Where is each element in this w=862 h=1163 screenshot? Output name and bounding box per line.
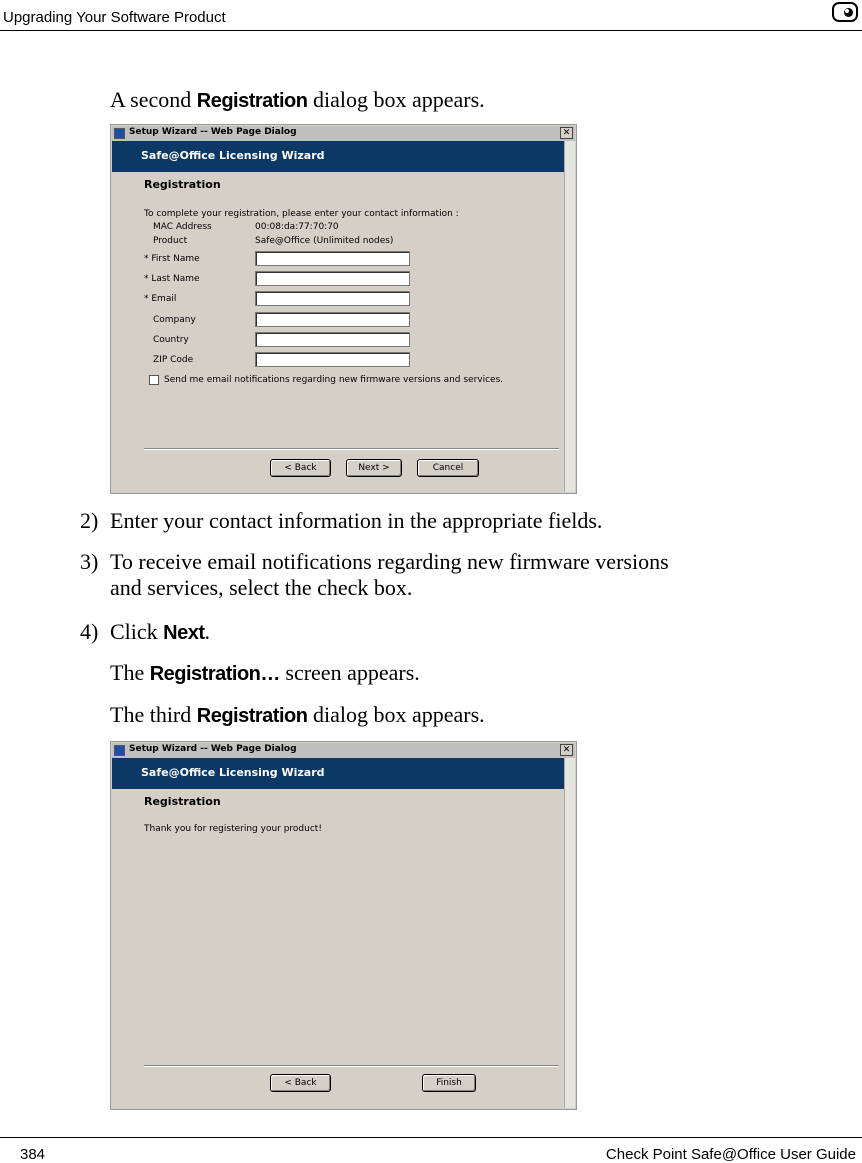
country-label: Country — [153, 335, 189, 345]
product-value: Safe@Office (Unlimited nodes) — [255, 236, 394, 246]
email-notify-checkbox[interactable] — [149, 375, 159, 385]
registration-dialog-1 — [110, 124, 577, 494]
intro-post: dialog box appears. — [307, 87, 485, 112]
mac-label: MAC Address — [153, 222, 212, 232]
screen-appears-text — [110, 660, 420, 687]
header-title: Upgrading Your Software Product — [3, 9, 226, 26]
wizard-banner — [112, 758, 564, 789]
dialog-heading: Registration — [144, 795, 221, 808]
guide-title: Check Point Safe@Office User Guide — [605, 1146, 856, 1163]
checkbox-label: Send me email notifications regarding new firmware versions and services. — [164, 375, 504, 385]
close-icon[interactable]: ✕ — [560, 744, 573, 756]
step-4-bold: Next — [163, 622, 205, 644]
zip-label: ZIP Code — [153, 355, 194, 365]
step-4-text — [110, 619, 210, 646]
window-icon — [114, 745, 125, 756]
step-4-pre: Click — [110, 619, 164, 644]
third-post: dialog box appears. — [307, 702, 485, 727]
intro-paragraph — [110, 87, 485, 114]
dialog-separator — [144, 1065, 559, 1067]
company-label: Company — [153, 315, 196, 325]
last-name-label: * Last Name — [144, 274, 200, 284]
last-name-input[interactable] — [255, 271, 410, 286]
footer-rule — [0, 1137, 862, 1138]
company-input[interactable] — [255, 312, 410, 327]
dialog-separator — [144, 448, 559, 450]
third-pre: The third — [110, 702, 197, 727]
registration-dialog-2 — [110, 741, 577, 1110]
first-name-input[interactable] — [255, 251, 410, 266]
third-dialog-text — [110, 702, 485, 729]
zip-input[interactable] — [255, 352, 410, 367]
wizard-banner — [112, 141, 564, 172]
close-icon[interactable]: ✕ — [560, 127, 573, 139]
product-label: Product — [153, 236, 188, 246]
back-button[interactable]: < Back — [270, 1074, 331, 1092]
header-rule — [0, 30, 862, 31]
third-bold: Registration — [196, 705, 308, 727]
mac-value: 00:08:da:77:70:70 — [255, 222, 339, 232]
page-header — [0, 0, 862, 30]
step-2-number: 2) — [80, 508, 99, 533]
email-input[interactable] — [255, 291, 410, 306]
window-icon — [114, 128, 125, 139]
dialog-title: Setup Wizard -- Web Page Dialog — [129, 744, 297, 754]
step-3-number: 3) — [80, 549, 99, 574]
dialog-titlebar — [112, 743, 575, 758]
country-input[interactable] — [255, 332, 410, 347]
first-name-label: * First Name — [144, 254, 200, 264]
page-number: 384 — [20, 1146, 46, 1163]
step-3-text-line1: To receive email notifications regarding new firmware versions — [110, 549, 669, 574]
back-button[interactable]: < Back — [270, 459, 331, 477]
scrollbar[interactable] — [564, 758, 575, 1108]
email-label: * Email — [144, 294, 177, 304]
dialog-title: Setup Wizard -- Web Page Dialog — [129, 127, 297, 137]
dialog-heading: Registration — [144, 178, 221, 191]
step-4-number: 4) — [80, 619, 99, 644]
scrollbar[interactable] — [564, 141, 575, 492]
dialog-titlebar — [112, 126, 575, 141]
banner-title: Safe@Office Licensing Wizard — [141, 766, 325, 779]
next-button[interactable]: Next > — [346, 459, 402, 477]
finish-button[interactable]: Finish — [422, 1074, 476, 1092]
screen-post: screen appears. — [279, 660, 420, 685]
step-2-text: Enter your contact information in the appropriate fields. — [110, 508, 603, 533]
thank-you-message: Thank you for registering your product! — [144, 824, 322, 834]
screen-bold: Registration… — [149, 663, 280, 685]
step-3-text-line2: and services, select the check box. — [110, 575, 413, 600]
intro-pre: A second — [110, 87, 197, 112]
intro-bold: Registration — [196, 90, 308, 112]
screen-pre: The — [110, 660, 150, 685]
cancel-button[interactable]: Cancel — [417, 459, 479, 477]
dialog-intro: To complete your registration, please enter your contact information : — [144, 209, 459, 219]
banner-title: Safe@Office Licensing Wizard — [141, 149, 325, 162]
step-4-post: . — [204, 619, 211, 644]
check-point-logo-icon — [832, 2, 858, 22]
